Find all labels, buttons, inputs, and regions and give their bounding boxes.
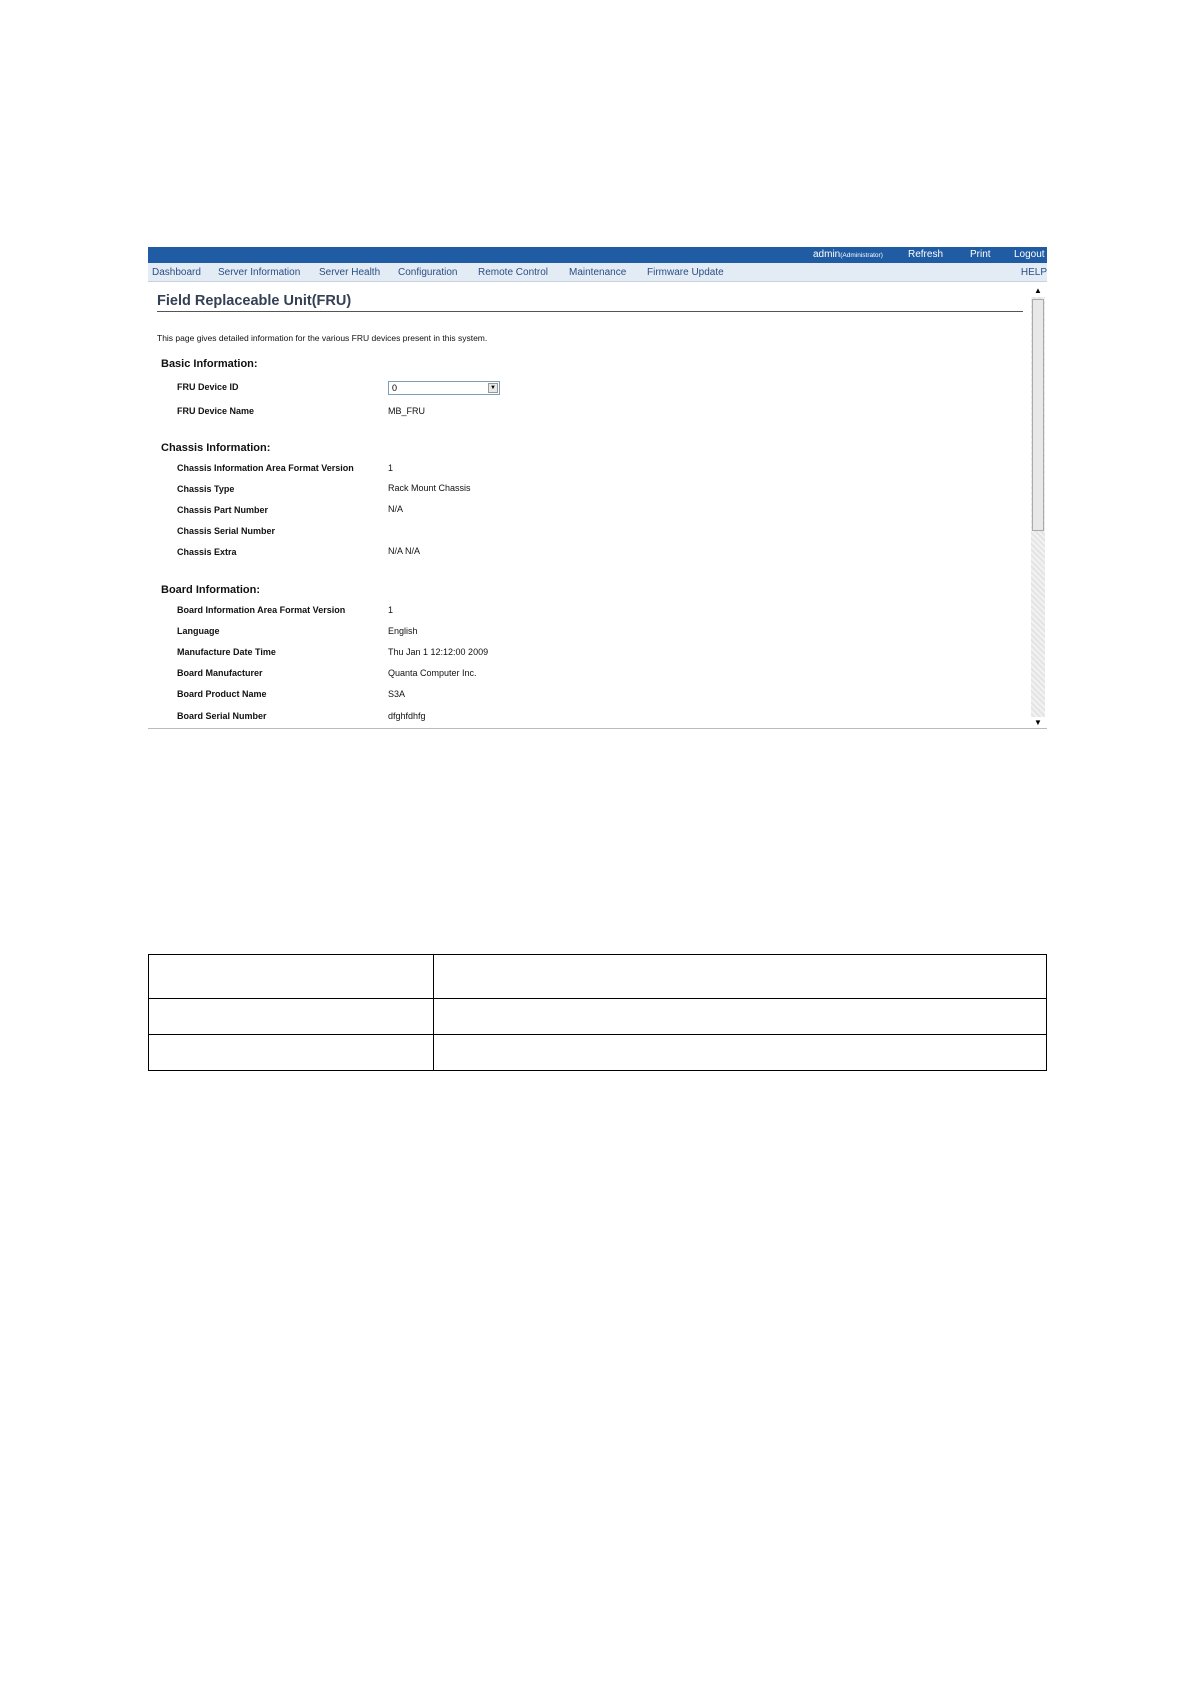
chassis-row-label: Chassis Type — [177, 484, 235, 494]
menu-server-health[interactable]: Server Health — [319, 267, 381, 278]
basic-info-heading: Basic Information: — [161, 358, 258, 370]
print-link[interactable]: Print — [970, 249, 991, 260]
menu-maintenance[interactable]: Maintenance — [569, 267, 627, 278]
board-info-heading: Board Information: — [161, 584, 260, 596]
logout-link[interactable]: Logout — [1014, 249, 1045, 260]
fru-screenshot — [148, 247, 1047, 730]
table-row — [149, 955, 1047, 999]
help-link[interactable]: HELP — [1020, 267, 1047, 278]
menu-dashboard[interactable]: Dashboard — [152, 267, 201, 278]
chassis-row-value: N/A — [388, 504, 404, 514]
refresh-link[interactable]: Refresh — [908, 249, 944, 260]
fru-device-id-select[interactable] — [388, 381, 500, 395]
chassis-row-label: Chassis Extra — [177, 547, 237, 557]
chevron-down-icon[interactable]: ▼ — [488, 383, 498, 393]
table-row — [149, 1035, 1047, 1071]
board-row-value: English — [388, 626, 418, 636]
chassis-row-value: Rack Mount Chassis — [388, 483, 471, 493]
board-row-label: Board Product Name — [177, 689, 267, 699]
board-row-value: Thu Jan 1 12:12:00 2009 — [388, 647, 489, 657]
board-row-label: Board Serial Number — [177, 711, 267, 721]
table-cell — [149, 955, 434, 999]
vertical-scrollbar[interactable] — [1031, 285, 1045, 729]
scroll-up-arrow-icon[interactable]: ▲ — [1031, 285, 1045, 297]
scroll-down-arrow-icon[interactable]: ▼ — [1031, 717, 1045, 729]
table-cell — [149, 999, 434, 1035]
main-menu — [148, 263, 1047, 282]
chassis-row-value: 1 — [388, 463, 394, 473]
divider — [148, 728, 1047, 729]
fru-device-id-value: 0 — [392, 383, 398, 393]
menu-remote-control[interactable]: Remote Control — [478, 267, 549, 278]
board-row-label: Board Information Area Format Version — [177, 605, 346, 615]
fru-device-name-value: MB_FRU — [388, 406, 426, 416]
fru-device-name-label: FRU Device Name — [177, 406, 255, 416]
board-row-label: Manufacture Date Time — [177, 647, 276, 657]
chassis-row-value: N/A N/A — [388, 546, 421, 556]
empty-table — [148, 954, 1047, 1071]
user-role: (Administrator) — [840, 252, 883, 259]
top-bar — [148, 247, 1047, 263]
chassis-row-label: Chassis Information Area Format Version — [177, 463, 354, 473]
chassis-row-label: Chassis Serial Number — [177, 526, 276, 536]
table-cell — [434, 955, 1047, 999]
board-row-value: dfghfdhfg — [388, 711, 426, 721]
menu-server-information[interactable]: Server Information — [218, 267, 301, 278]
menu-configuration[interactable]: Configuration — [398, 267, 458, 278]
table-row — [149, 999, 1047, 1035]
menu-firmware-update[interactable]: Firmware Update — [647, 267, 724, 278]
table-cell — [434, 999, 1047, 1035]
page-content — [148, 283, 1036, 728]
table-cell — [149, 1035, 434, 1071]
user-info — [813, 249, 883, 260]
chassis-row-label: Chassis Part Number — [177, 505, 269, 515]
board-row-label: Language — [177, 626, 220, 636]
chassis-info-heading: Chassis Information: — [161, 442, 271, 454]
board-row-value: S3A — [388, 689, 406, 699]
page-title: Field Replaceable Unit(FRU) — [157, 293, 1023, 312]
board-row-value: Quanta Computer Inc. — [388, 668, 477, 678]
page-intro: This page gives detailed information for the various FRU devices present in this system. — [157, 333, 488, 343]
table-cell — [434, 1035, 1047, 1071]
fru-device-id-label: FRU Device ID — [177, 382, 239, 392]
username: admin — [813, 249, 841, 260]
board-row-label: Board Manufacturer — [177, 668, 263, 678]
board-row-value: 1 — [388, 605, 394, 615]
scroll-thumb[interactable] — [1032, 299, 1044, 531]
